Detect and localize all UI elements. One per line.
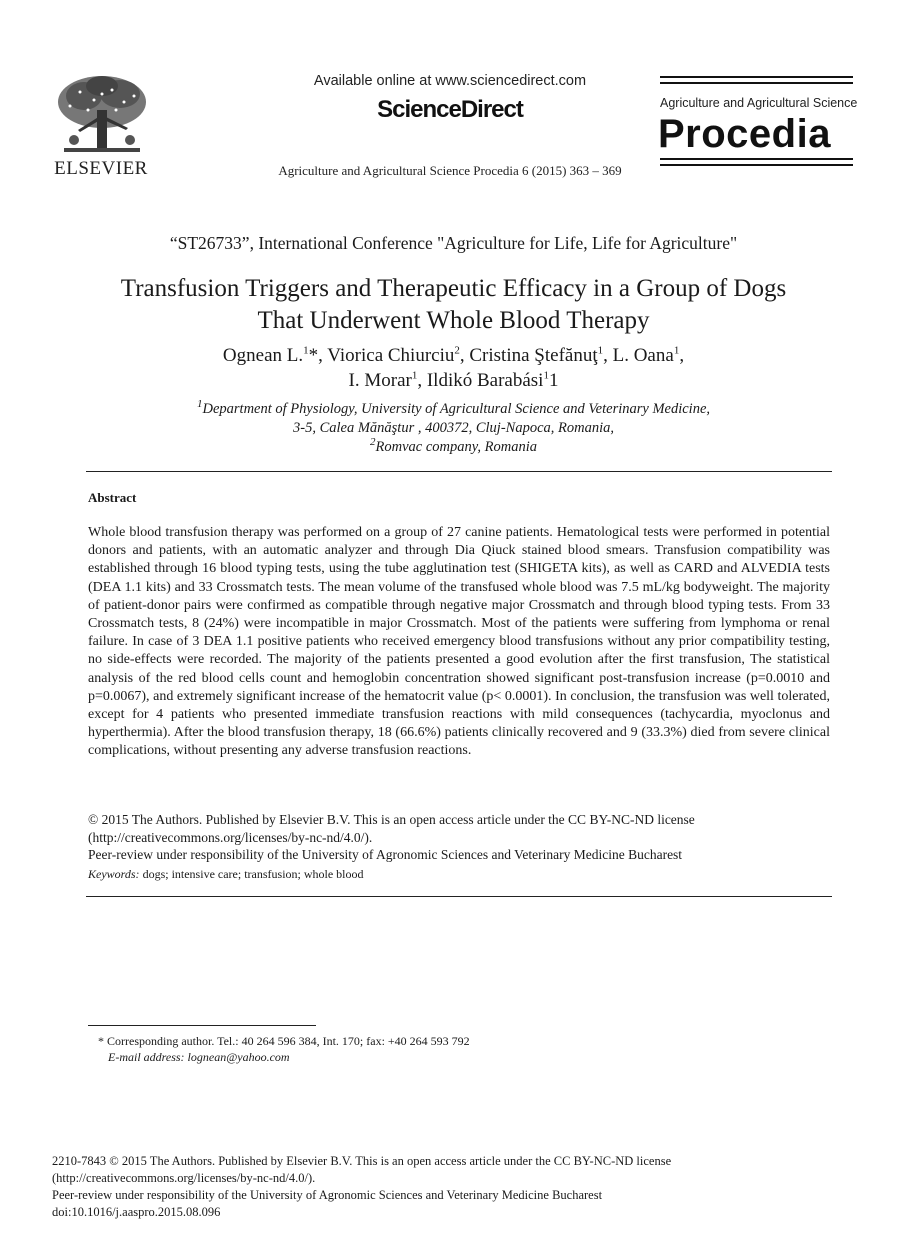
footnote-rule	[88, 1025, 316, 1026]
issn-copyright-line: 2210-7843 © 2015 The Authors. Published by Elsevier B.V. This is an open access article under the CC BY-NC-ND license	[52, 1154, 672, 1168]
procedia-rule-top-2	[660, 82, 853, 84]
procedia-journal-name: Agriculture and Agricultural Science	[660, 96, 858, 110]
procedia-rule-bottom-1	[660, 158, 853, 160]
procedia-rule-bottom-2	[660, 164, 853, 166]
sciencedirect-brand: ScienceDirect	[377, 96, 523, 123]
copyright-notice	[88, 811, 830, 846]
paper-title	[60, 273, 847, 337]
procedia-rule-top-1	[660, 76, 853, 78]
author-name: Ildikó Barabási	[426, 370, 544, 391]
available-online-text[interactable]: Available online at www.sciencedirect.com	[313, 73, 587, 89]
affiliations	[60, 400, 847, 457]
author-separator: ,	[459, 345, 470, 366]
author-name: I. Morar	[348, 370, 412, 391]
conference-name: “ST26733”, International Conference "Agriculture for Life, Life for Agriculture"	[169, 233, 738, 253]
title-line-2: That Underwent Whole Blood Therapy	[257, 307, 650, 334]
procedia-logo-text: Procedia	[658, 112, 831, 156]
doi[interactable]: doi:10.1016/j.aaspro.2015.08.096	[52, 1205, 221, 1219]
section-divider-bottom	[86, 896, 832, 897]
abstract-body: Whole blood transfusion therapy was performed on a group of 27 canine patients. Hematological tests were performed in potential donors and patients, with an automatic analyzer and through Dia Qiuck stained blood smears. Transfusion compatibility was established through 16 blood typing tests, using the tube agglutination test (SHIGETA kits), as well as CARD and ALVEDIA tests (DEA 1.1 kits) and 33 Crossmatch tests. The mean volume of the transfused whole blood was 7.5 mL/kg bodyweight. The majority of patient-donor pairs were confirmed as compatible through negative major Crossmatch and through blood typing tests. From 33 Crossmatch tests, 8 (24%) were incompatible in major Crossmatch. Most of the patients were suffering from lymphoma or renal failure. In case of 3 DEA 1.1 positive patients who received emergency blood transfusions without any prior compatibility testing, no side-effects were recorded. The majority of the patients presented a good evolution after the first transfusion, The statistical analysis of the red blood cells count and hemoglobin concentration showed significant post-transfusion increase (p=0.0010 and p=0.0067), and extremely significant increase of the hematocrit value (p< 0.0001). In conclusion, the transfusion was well tolerated, except for 4 patients who presented immediate transfusion reactions with mild consequences (tachycardia, myoclonus and hyperthermia). After the blood transfusion therapy, 18 (66.6%) patients clinically recovered and 9 (33.3%) died from severe clinical complications, without presenting any adverse transfusion reactions.	[88, 525, 830, 759]
author-affil-sup: 1	[303, 344, 309, 357]
author-separator: ,	[603, 345, 613, 366]
author-name: Cristina Ştefănuţ	[469, 345, 598, 366]
affiliation-sup: 1	[196, 398, 203, 411]
bottom-peer-review: Peer-review under responsibility of the University of Agronomic Sciences and Veterinary Medicine Bucharest	[52, 1188, 603, 1202]
author-affil-sup: 2	[454, 344, 460, 357]
author-separator: ,	[417, 370, 427, 391]
copyright-line-1: © 2015 The Authors. Published by Elsevier B.V. This is an open access article under the CC BY-NC-ND license	[88, 812, 695, 827]
keywords	[88, 867, 830, 882]
author-separator: ,	[679, 345, 685, 366]
affiliation-text: Romvac company, Romania	[375, 439, 537, 455]
author-name: Ognean L.	[222, 345, 304, 366]
author-email[interactable]: E-mail address: lognean@yahoo.com	[108, 1050, 290, 1064]
affiliation-2-line-1	[60, 438, 847, 457]
author-list	[60, 343, 847, 393]
author-affil-sup: 1	[411, 369, 418, 382]
author-affil-sup: 1	[597, 344, 604, 357]
author-name: L. Oana	[612, 345, 674, 366]
bottom-license-link[interactable]: (http://creativecommons.org/licenses/by-nc-nd/4.0/).	[52, 1171, 316, 1185]
affiliation-1-line-1	[60, 400, 847, 419]
section-divider-top	[86, 471, 832, 472]
author-line-1	[60, 343, 847, 368]
author-line-2	[60, 368, 847, 393]
bottom-notice	[52, 1153, 852, 1221]
affiliation-sup: 2	[370, 436, 376, 449]
peer-review-notice: Peer-review under responsibility of the University of Agronomic Sciences and Veterinary Medicine Bucharest	[88, 847, 683, 862]
abstract-heading: Abstract	[88, 490, 137, 505]
author-name: Viorica Chiurciu	[327, 345, 455, 366]
corresponding-author-note: * Corresponding author. Tel.: 40 264 596 384, Int. 170; fax: +40 264 593 792	[98, 1034, 470, 1048]
keywords-list: dogs; intensive care; transfusion; whole blood	[139, 867, 364, 881]
author-affil-sup: 1	[543, 369, 549, 382]
affiliation-text: Department of Physiology, University of Agricultural Science and Veterinary Medicine,	[202, 401, 711, 417]
affiliation-1-line-2: 3-5, Calea Mănăştur , 400372, Cluj-Napoca, Romania,	[292, 420, 614, 436]
author-affil-sup: 1	[673, 344, 680, 357]
author-separator: *,	[308, 345, 328, 366]
title-line-1: Transfusion Triggers and Therapeutic Efficacy in a Group of Dogs	[120, 275, 787, 302]
author-separator: 1	[548, 370, 559, 391]
license-link[interactable]: (http://creativecommons.org/licenses/by-nc-nd/4.0/).	[88, 829, 373, 845]
keywords-label: Keywords:	[88, 867, 140, 881]
publisher-name: ELSEVIER	[54, 158, 148, 179]
journal-reference: Agriculture and Agricultural Science Procedia 6 (2015) 363 – 369	[278, 163, 622, 178]
